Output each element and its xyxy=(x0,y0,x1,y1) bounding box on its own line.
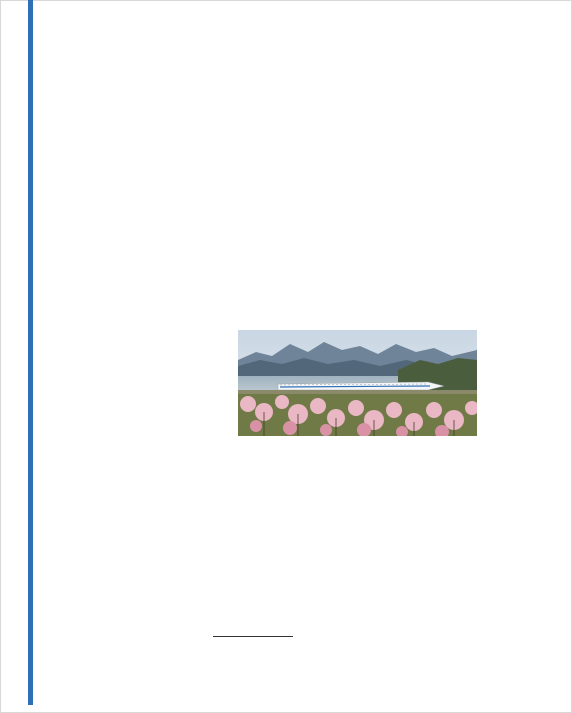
footnote-rule xyxy=(213,636,293,637)
train-photo xyxy=(238,330,477,436)
side-note xyxy=(62,472,192,492)
page-footer xyxy=(62,700,72,711)
left-accent-rule xyxy=(28,0,33,705)
train-photo-image xyxy=(238,330,477,436)
